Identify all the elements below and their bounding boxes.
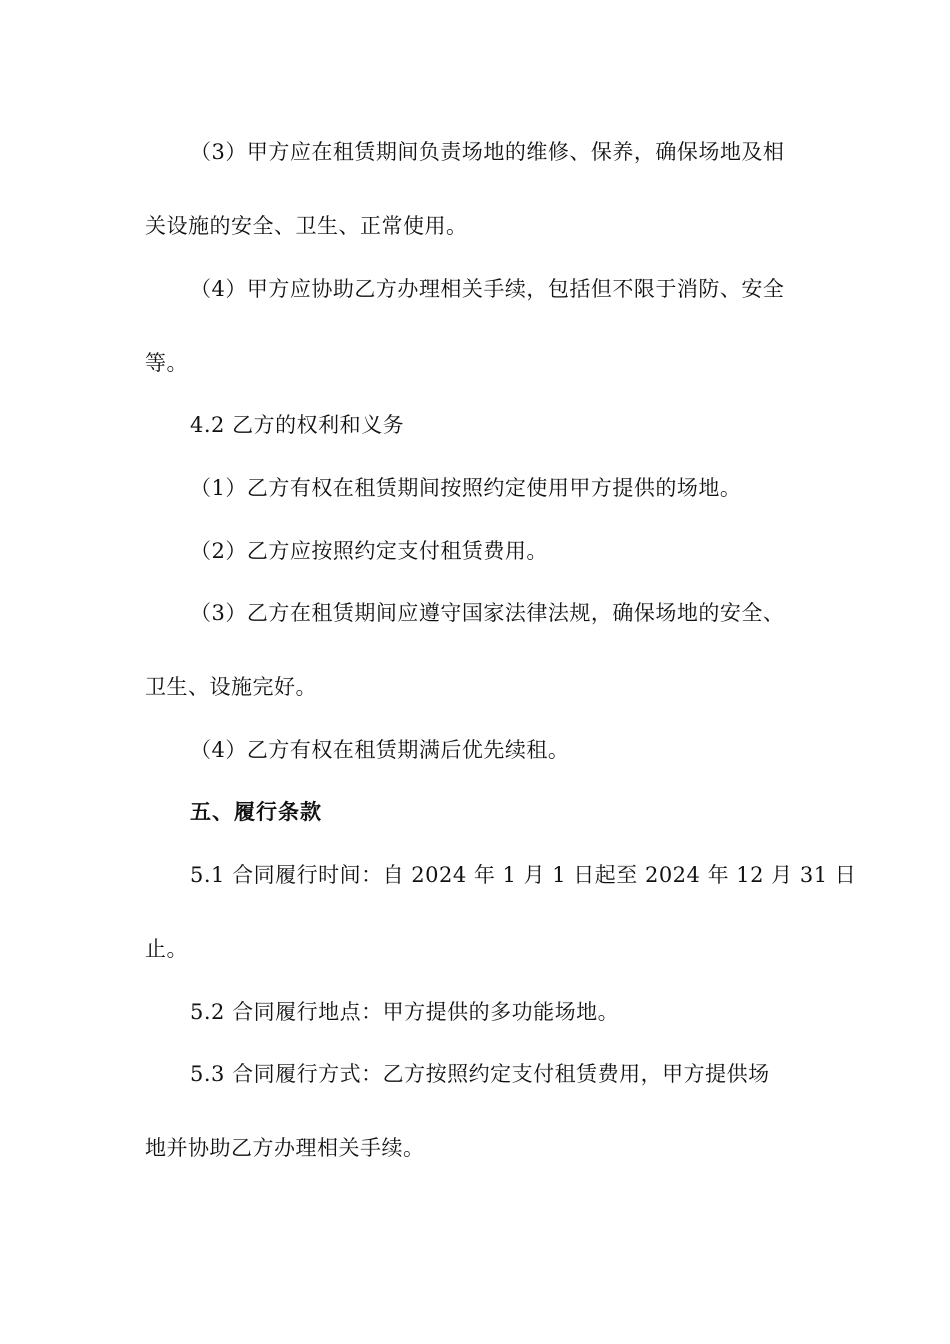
clause-5-1-line-2: 止。 [145,937,188,961]
clause-4-1-4-line-2: 等。 [145,351,188,375]
clause-5-3-line-2: 地并协助乙方办理相关手续。 [145,1136,425,1160]
clause-4-1-4-line-1: （4）甲方应协助乙方办理相关手续，包括但不限于消防、安全 [190,277,785,301]
clause-5-3-line-1: 5.3 合同履行方式：乙方按照约定支付租赁费用，甲方提供场 [190,1062,770,1086]
clause-4-2-3-line-2: 卫生、设施完好。 [145,675,317,699]
clause-4-2-1: （1）乙方有权在租赁期间按照约定使用甲方提供的场地。 [190,476,742,500]
section-4-2-title: 4.2 乙方的权利和义务 [190,413,405,437]
clause-4-1-3-line-1: （3）甲方应在租赁期间负责场地的维修、保养，确保场地及相 [190,140,785,164]
section-5-heading: 五、履行条款 [190,799,322,824]
clause-4-2-4: （4）乙方有权在租赁期满后优先续租。 [190,738,570,762]
clause-5-2: 5.2 合同履行地点：甲方提供的多功能场地。 [190,1000,620,1024]
clause-4-2-3-line-1: （3）乙方在租赁期间应遵守国家法律法规，确保场地的安全、 [190,601,785,625]
clause-4-1-3-line-2: 关设施的安全、卫生、正常使用。 [145,214,468,238]
clause-5-1-line-1: 5.1 合同履行时间：自 2024 年 1 月 1 日起至 2024 年 12 月 31 日 [190,863,857,887]
clause-4-2-2: （2）乙方应按照约定支付租赁费用。 [190,539,548,563]
